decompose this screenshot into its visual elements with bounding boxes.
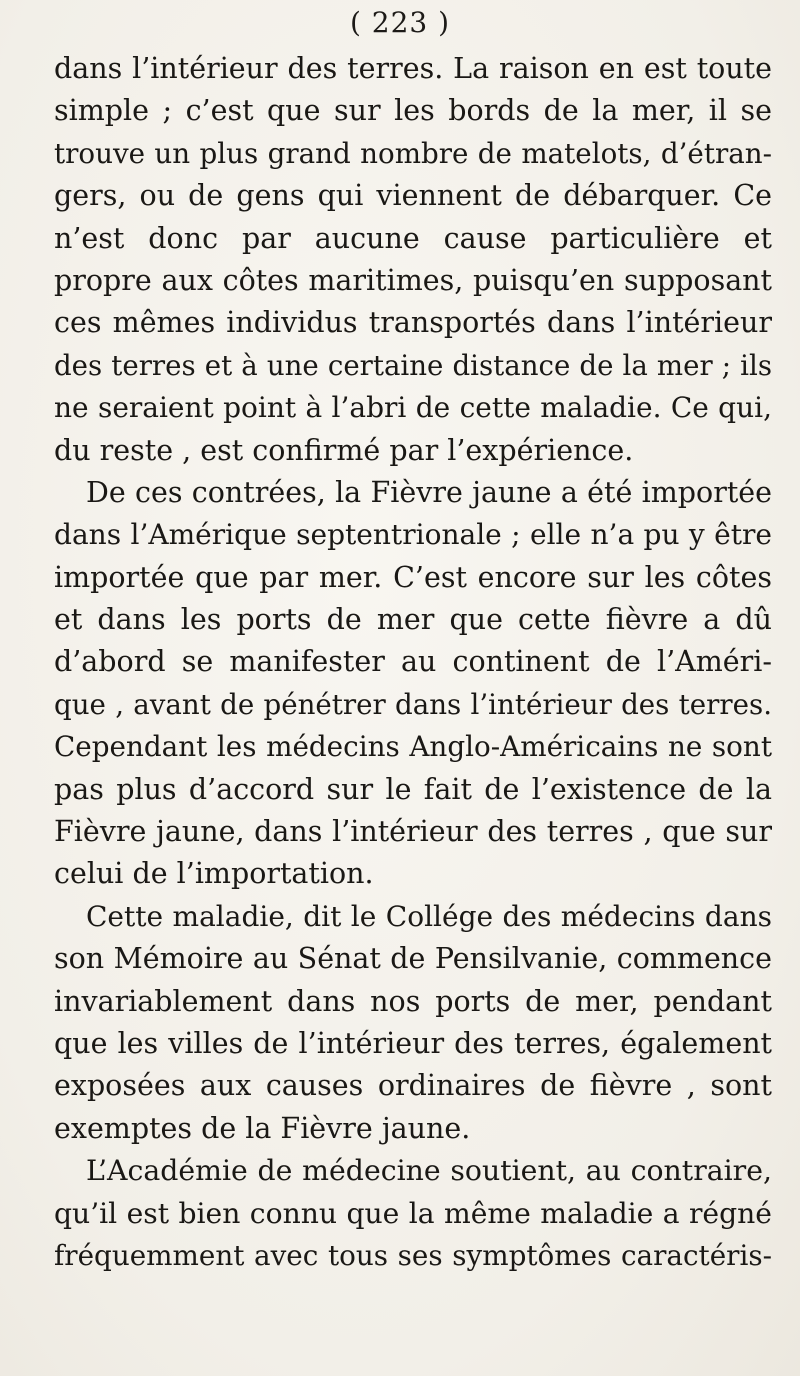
text-line: ces mêmes individus transportés dans l’intérieur [54,306,772,340]
text-line: dans l’Amérique septentrionale ; elle n’a pu y être [54,518,772,552]
text-line: son Mémoire au Sénat de Pensilvanie, commence [54,942,772,976]
text-line: et dans les ports de mer que cette fièvre a dû [54,603,772,637]
text-line: dans l’intérieur des terres. La raison en est toute [54,52,772,85]
text-line: n’est donc par aucune cause particulière et [54,221,772,255]
text-line: invariablement dans nos ports de mer, pendant [54,984,772,1018]
text-line: importée que par mer. C’est encore sur les côtes [54,560,772,594]
text-line: L’Académie de médecine soutient, au contraire, [86,1154,772,1188]
text-line: celui de l’importation. [54,857,374,891]
text-line: que , avant de pénétrer dans l’intérieur des terres. [54,687,772,721]
text-line: propre aux côtes maritimes, puisqu’en supposant [54,263,772,297]
text-line: exposées aux causes ordinaires de fièvre , sont [54,1069,772,1103]
text-line: De ces contrées, la Fièvre jaune a été importée [86,475,772,509]
body-text [54,48,772,1277]
text-line: fréquemment avec tous ses symptômes caractéris- [54,1238,772,1272]
text-line: gers, ou de gens qui viennent de débarquer. Ce [54,179,772,213]
text-line: pas plus d’accord sur le fait de l’existence de la [54,772,772,806]
page-number: ( 223 ) [349,6,451,39]
text-line: Cependant les médecins Anglo-Américains ne sont [54,730,772,764]
text-line: Fièvre jaune, dans l’intérieur des terres , que sur [54,815,772,849]
text-line: du reste , est confirmé par l’expérience. [54,433,634,467]
text-line: des terres et à une certaine distance de la mer ; ils [54,348,772,382]
text-line: d’abord se manifester au continent de l’Améri- [54,645,772,679]
text-line: trouve un plus grand nombre de matelots, d’étran- [54,136,772,170]
text-line: exemptes de la Fièvre jaune. [54,1111,471,1145]
text-line: ne seraient point à l’abri de cette maladie. Ce qui, [54,391,772,425]
text-line: que les villes de l’intérieur des terres, également [54,1026,772,1060]
text-line: Cette maladie, dit le Collége des médecins dans [86,899,772,933]
text-line: simple ; c’est que sur les bords de la mer, il se [54,94,772,128]
text-line: qu’il est bien connu que la même maladie a régné [54,1196,772,1230]
